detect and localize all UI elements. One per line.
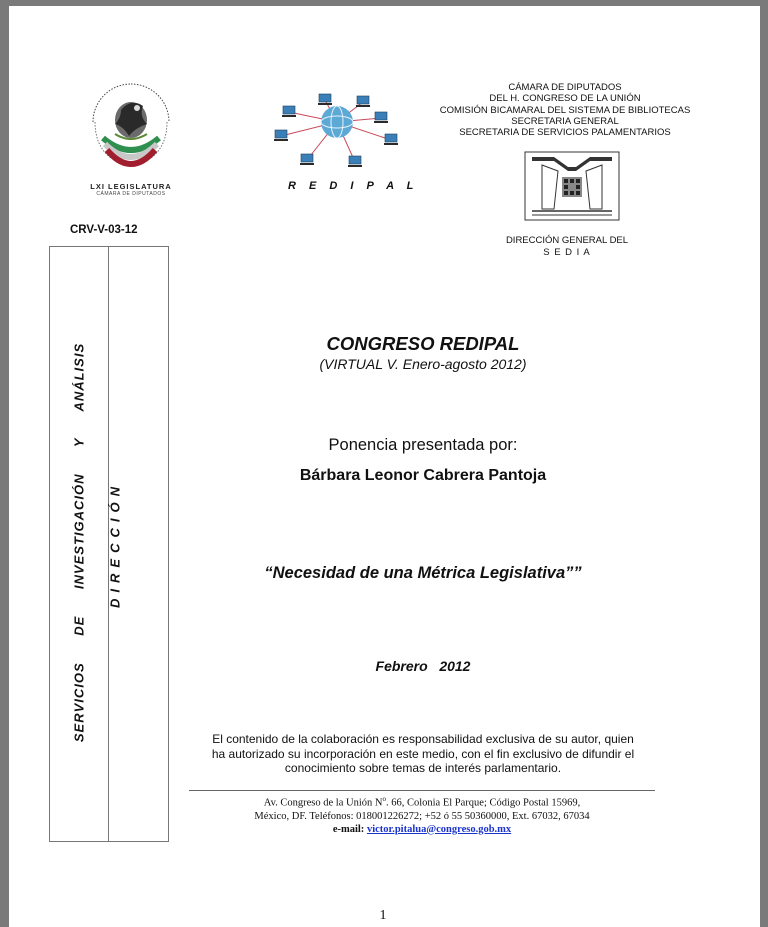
disclaimer-line: conocimiento sobre temas de interés parlamentario. [284,761,562,776]
address-line-1-pre: Av. Congreso de la Unión N [263,797,383,809]
coat-of-arms-icon [81,76,181,196]
email-line [189,823,655,836]
sedia-caption-line: S E D I A [543,247,591,258]
institution-line: SECRETARIA GENERAL [511,115,619,127]
camara-diputados-logo [81,76,181,196]
disclaimer-line: ha autorizado su incorporación en este medio, con el fin exclusivo de difundir el [211,746,635,761]
sedia-caption [487,235,647,259]
address-line-1 [189,793,655,810]
email-label: e-mail: [332,823,365,835]
institution-header [421,82,709,138]
network-globe-icon [267,92,407,178]
email-link[interactable]: victor.pitalua@congreso.gob.mx [366,823,512,835]
address-line-1-post: . 66, Colonia El Parque; Código Postal 15969, [385,797,581,809]
building-icon [524,151,620,221]
sedia-caption-line: DIRECCIÓN GENERAL DEL [505,235,629,246]
vertical-text-direccion: DIRECCIÓN [107,481,123,608]
ponencia-label: Ponencia presentada por: [328,436,518,454]
footer-divider [189,790,655,791]
sedia-logo [524,151,620,221]
congress-title: CONGRESO REDIPAL [326,333,520,354]
address-line-2: México, DF. Teléfonos: 018001226272; +52 ó 55 50360000, Ext. 67032, 67034 [254,810,590,822]
paper-title: “Necesidad de una Métrica Legislativa”” [264,564,582,582]
page-number: 1 [379,908,387,923]
logo-caption-camara: CÁMARA DE DIPUTADOS [96,191,166,197]
vertical-sidebar-box [49,246,169,842]
congress-subtitle: (VIRTUAL V. Enero-agosto 2012) [319,356,527,372]
logo-caption-legislatura: LXI LEGISLATURA [90,182,172,191]
institution-line: CÁMARA DE DIPUTADOS [508,82,622,93]
document-page [9,6,760,927]
institution-line: SECRETARIA DE SERVICIOS PALAMENTARIOS [459,127,671,139]
address-line-1-sup: o [382,795,386,803]
institution-line: COMISIÓN BICAMARAL DEL SISTEMA DE BIBLIOTECAS [439,104,691,116]
disclaimer [189,732,657,776]
institution-line: DEL H. CONGRESO DE LA UNIÓN [489,93,641,105]
disclaimer-line: El contenido de la colaboración es responsabilidad exclusiva de su autor, quien [212,732,634,746]
document-code: CRV-V-03-12 [70,224,138,236]
footer-address [189,793,655,836]
redipal-logo [267,92,407,178]
document-date: Febrero 2012 [375,658,471,674]
vertical-text-servicios: SERVICIOS DE INVESTIGACIÓN Y ANÁLISIS [71,342,87,743]
redipal-caption: R E D I P A L [288,180,419,192]
author-name: Bárbara Leonor Cabrera Pantoja [299,467,547,484]
